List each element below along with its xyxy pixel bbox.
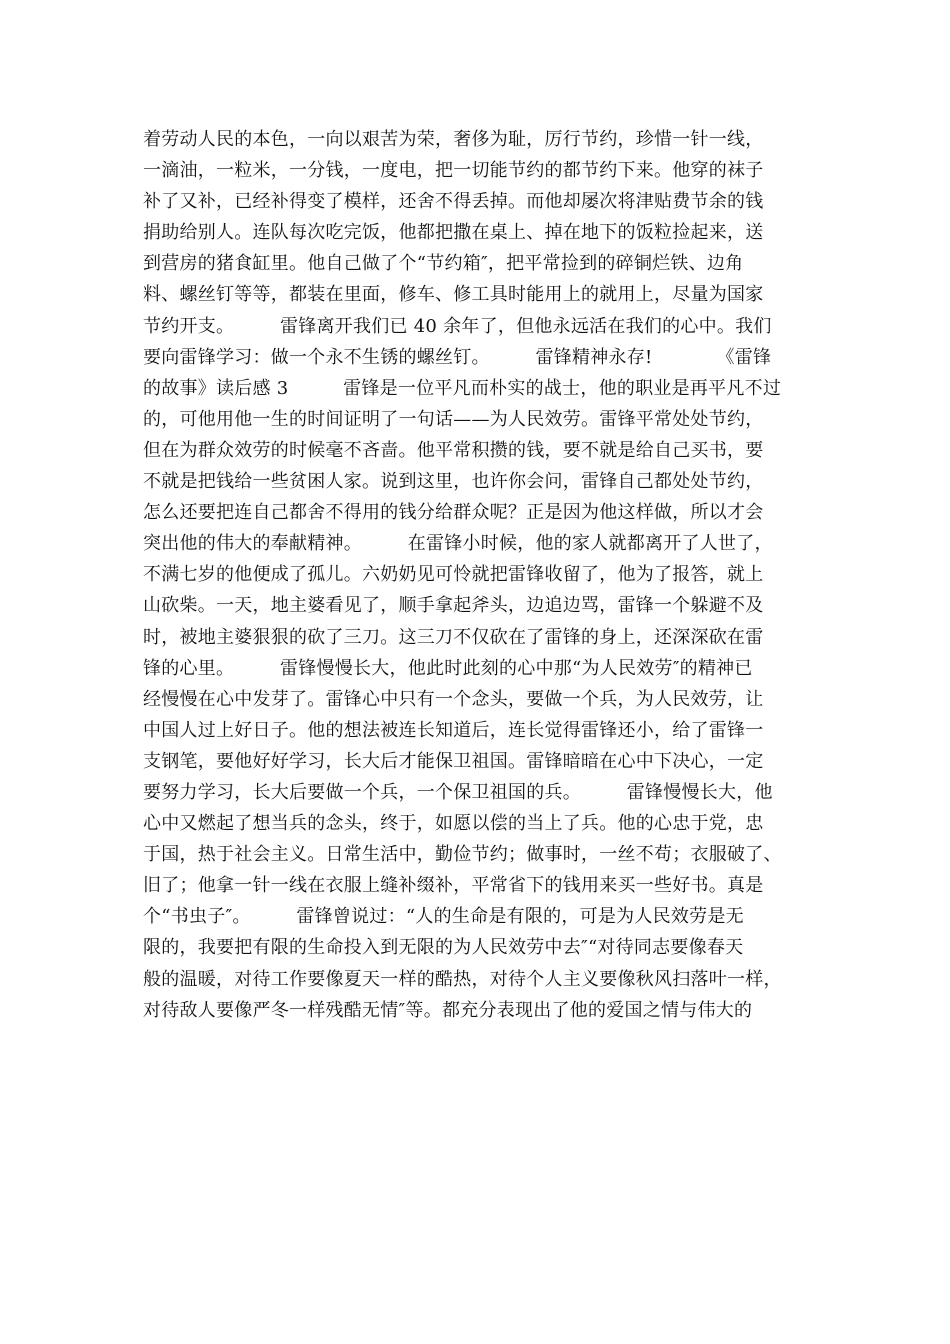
text-line: 不满七岁的他便成了孤儿。六奶奶见可怜就把雷锋收留了，他为了报答，就上 — [143, 564, 764, 586]
text-line: 要努力学习，长大后要做一个兵，一个保卫祖国的兵。 雷锋慢慢长大，他 — [143, 781, 773, 803]
text-line: 对待敌人要像严冬一样残酷无情″等。都充分表现出了他的爱国之情与伟大的 — [143, 999, 753, 1021]
text-line: 个“书虫子″。 雷锋曾说过：“人的生命是有限的，可是为人民效劳是无 — [143, 906, 744, 928]
text-line: 怎么还要把连自己都舍不得用的钱分给群众呢？正是因为他这样做，所以才会 — [143, 502, 764, 524]
text-line: 限的，我要把有限的生命投入到无限的为人民效劳中去″“对待同志要像春天 — [143, 937, 744, 959]
article-body — [143, 124, 823, 1026]
text-line: 山砍柴。一天，地主婆看见了，顺手拿起斧头，边追边骂，雷锋一个躲避不及 — [143, 595, 764, 617]
text-line: 着劳动人民的本色，一向以艰苦为荣，奢侈为耻，厉行节约，珍惜一针一线， — [143, 129, 764, 150]
text-line: 支钢笔，要他好好学习，长大后才能保卫祖国。雷锋暗暗在心中下决心，一定 — [143, 750, 764, 772]
text-line: 不就是把钱给一些贫困人家。说到这里，也许你会问，雷锋自己都处处节约， — [143, 471, 764, 493]
text-line: 料、螺丝钉等等，都装在里面，修车、修工具时能用上的就用上，尽量为国家 — [143, 284, 764, 306]
text-line: 到营房的猪食缸里。他自己做了个“节约箱″，把平常捡到的碎铜烂铁、边角 — [143, 253, 744, 275]
text-line: 补了又补，已经补得变了模样，还舍不得丢掉。而他却屡次将津贴费节余的钱 — [143, 191, 764, 213]
text-line: 突出他的伟大的奉献精神。 在雷锋小时候，他的家人就都离开了人世了， — [143, 533, 773, 555]
text-line: 要向雷锋学习：做一个永不生锈的螺丝钉。 雷锋精神永存! 《雷锋 — [143, 346, 772, 368]
text-line: 经慢慢在心中发芽了。雷锋心中只有一个念头，要做一个兵，为人民效劳，让 — [143, 688, 764, 710]
text-line: 般的温暖，对待工作要像夏天一样的酷热，对待个人主义要像秋风扫落叶一样， — [143, 968, 782, 990]
text-line: 但在为群众效劳的时候毫不吝啬。他平常积攒的钱，要不就是给自己买书，要 — [143, 439, 764, 461]
text-line: 一滴油，一粒米，一分钱，一度电，把一切能节约的都节约下来。他穿的袜子 — [143, 160, 764, 182]
text-line: 旧了；他拿一针一线在衣服上缝补缀补，平常省下的钱用来买一些好书。真是 — [143, 875, 764, 897]
text-line: 的故事》读后感 3 雷锋是一位平凡而朴实的战士，他的职业是再平凡不过 — [143, 377, 782, 399]
text-line: 于国，热于社会主义。日常生活中，勤俭节约；做事时，一丝不苟；衣服破了、 — [143, 844, 782, 866]
text-line: 的，可他用他一生的时间证明了一句话——为人民效劳。雷锋平常处处节约， — [143, 408, 764, 430]
text-line: 捐助给别人。连队每次吃完饭，他都把撒在桌上、掉在地下的饭粒捡起来，送 — [143, 222, 764, 244]
text-line: 锋的心里。 雷锋慢慢长大，他此时此刻的心中那“为人民效劳″的精神已 — [143, 657, 753, 679]
text-line: 节约开支。 雷锋离开我们已 40 余年了，但他永远活在我们的心中。我们 — [143, 315, 772, 337]
text-line: 中国人过上好日子。他的想法被连长知道后，连长觉得雷锋还小，给了雷锋一 — [143, 719, 764, 741]
text-line: 心中又燃起了想当兵的念头，终于，如愿以偿的当上了兵。他的心忠于党，忠 — [143, 813, 764, 835]
text-line: 时，被地主婆狠狠的砍了三刀。这三刀不仅砍在了雷锋的身上，还深深砍在雷 — [143, 626, 764, 648]
